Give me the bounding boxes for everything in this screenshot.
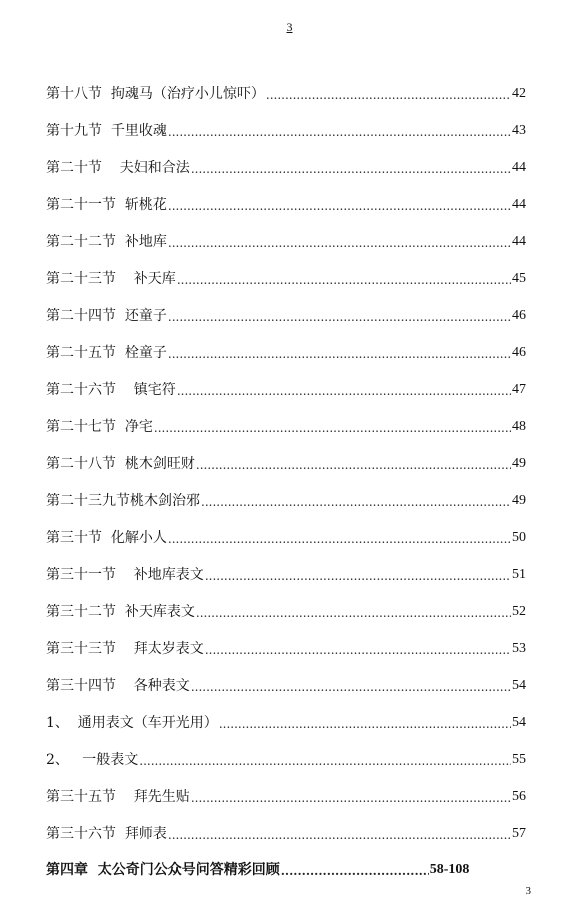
toc-entry — [46, 619, 526, 656]
toc-entry-title: 第十八节 拘魂马（治疗小儿惊吓） — [46, 86, 265, 102]
toc-entry-title: 第二十四节 还童子 — [46, 308, 167, 324]
toc-entry-title: 第三十六节 拜师表 — [46, 826, 167, 842]
toc-entry-title: 第三十五节 拜先生贴 — [46, 789, 190, 805]
toc-entry-page: 54 — [512, 715, 526, 730]
dot-leader — [219, 718, 511, 730]
toc-entry — [46, 360, 526, 397]
toc-entry-page: 45 — [512, 271, 526, 286]
dot-leader — [168, 533, 511, 545]
dot-leader — [191, 163, 511, 175]
toc-entry-title: 第三十节 化解小人 — [46, 530, 167, 546]
toc-entry — [46, 656, 526, 693]
toc-entry-page: 55 — [512, 752, 526, 767]
toc-entry-page: 49 — [512, 493, 526, 508]
toc-entry-title: 第二十节 夫妇和合法 — [46, 160, 190, 176]
toc-entry — [46, 730, 526, 767]
toc-entry-title: 第二十三节 补天库 — [46, 271, 176, 287]
toc-entry — [46, 582, 526, 619]
toc-entry-title: 第二十一节 斩桃花 — [46, 197, 167, 213]
toc-entry — [46, 434, 526, 471]
toc-entry-page: 54 — [512, 678, 526, 693]
toc-entry-page: 56 — [512, 789, 526, 804]
toc-entry — [46, 545, 526, 582]
toc-entry — [46, 138, 526, 175]
toc-entry-title: 第三十二节 补天库表文 — [46, 604, 195, 620]
dot-leader — [196, 607, 511, 619]
toc-entry — [46, 323, 526, 360]
toc-entry-page: 46 — [512, 308, 526, 323]
toc-entry-page: 53 — [512, 641, 526, 656]
toc-entry-page: 44 — [512, 234, 526, 249]
dot-leader — [177, 385, 511, 397]
toc-entry-page: 57 — [512, 826, 526, 841]
toc-entry-page: 42 — [512, 86, 526, 101]
toc-entry — [46, 397, 526, 434]
toc-entry-title: 第二十五节 栓童子 — [46, 345, 167, 361]
dot-leader — [168, 126, 511, 138]
page-header-number: 3 — [286, 20, 293, 34]
toc-entry-title: 第三十四节 各种表文 — [46, 678, 190, 694]
toc-entry-title: 第二十六节 镇宅符 — [46, 382, 176, 398]
toc-entry-title: 2、 一般表文 — [46, 752, 139, 768]
toc-entry-page: 48 — [512, 419, 526, 434]
toc-entry-page: 47 — [512, 382, 526, 397]
dot-leader — [266, 89, 511, 101]
toc-entry — [46, 804, 526, 841]
toc-entry-title: 第二十二节 补地库 — [46, 234, 167, 250]
toc-entry — [46, 471, 526, 508]
toc-entry-page: 51 — [512, 567, 526, 582]
dot-leader — [177, 274, 511, 286]
dot-leader — [205, 644, 511, 656]
toc-entry-title: 1、 通用表文（车开光用） — [46, 715, 218, 731]
toc-entry — [46, 212, 526, 249]
toc-entry-page: 50 — [512, 530, 526, 545]
toc-entry-title: 第三十一节 补地库表文 — [46, 567, 204, 583]
table-of-contents — [46, 64, 526, 877]
toc-chapter-page: 58-108 — [429, 862, 470, 877]
toc-entry-title: 第二十七节 净宅 — [46, 419, 153, 435]
toc-entry — [46, 249, 526, 286]
toc-entry-page: 46 — [512, 345, 526, 360]
dot-leader — [205, 570, 511, 582]
toc-chapter-title: 第四章 太公奇门公众号问答精彩回顾 — [46, 862, 280, 878]
toc-entry — [46, 508, 526, 545]
dot-leader — [168, 311, 511, 323]
toc-entry — [46, 101, 526, 138]
toc-entry-page: 43 — [512, 123, 526, 138]
dot-leader — [168, 348, 511, 360]
dot-leader — [201, 496, 511, 508]
dot-leader — [196, 459, 511, 471]
toc-entry — [46, 64, 526, 101]
dot-leader — [154, 422, 511, 434]
dot-leader — [191, 792, 511, 804]
toc-entry — [46, 286, 526, 323]
toc-entry — [46, 175, 526, 212]
dot-leader — [168, 829, 511, 841]
toc-entry — [46, 767, 526, 804]
dot-leader — [168, 237, 511, 249]
dot-leader — [139, 755, 511, 767]
toc-entry-page: 44 — [512, 197, 526, 212]
toc-entry-title: 第十九节 千里收魂 — [46, 123, 167, 139]
toc-entry — [46, 693, 526, 730]
toc-entry-title: 第二十八节 桃木剑旺财 — [46, 456, 195, 472]
toc-entry-page: 44 — [512, 160, 526, 175]
toc-entry-page: 49 — [512, 456, 526, 471]
toc-entry-page: 52 — [512, 604, 526, 619]
toc-entry-title: 第三十三节 拜太岁表文 — [46, 641, 204, 657]
dot-leader — [191, 681, 511, 693]
dot-leader — [168, 200, 511, 212]
dot-leader — [281, 865, 429, 877]
toc-chapter-entry — [46, 841, 526, 877]
page-footer-number: 3 — [525, 885, 531, 897]
toc-entry-title: 第二十三九节桃木剑治邪 — [46, 493, 200, 509]
